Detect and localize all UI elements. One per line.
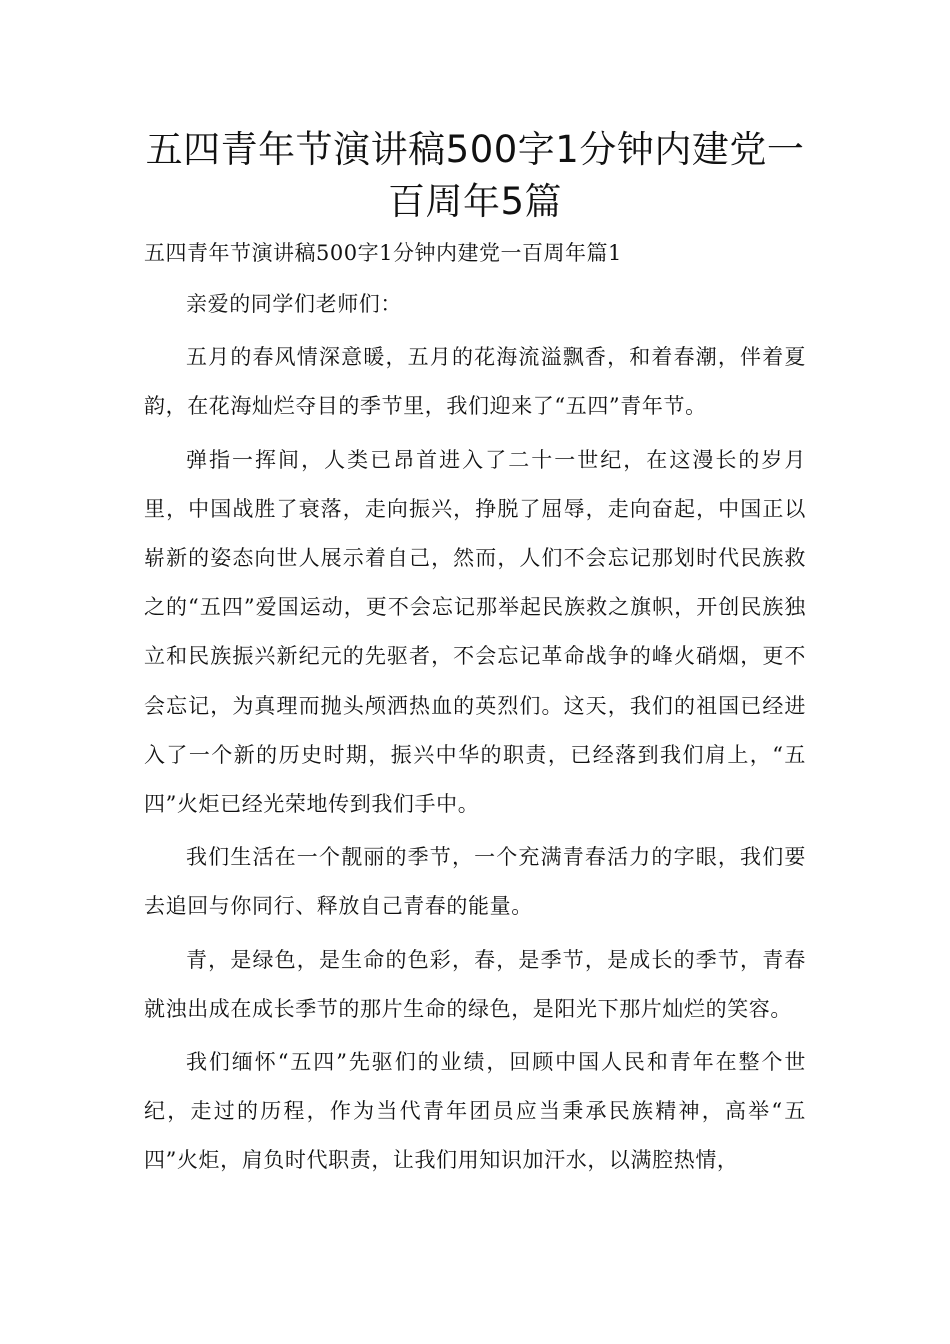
paragraph: 我们缅怀“五四”先驱们的业绩，回顾中国人民和青年在整个世纪，走过的历程，作为当代青年团员应当秉承民族精神，高举“五四”火炬，肩负时代职责，让我们用知识加汗水，以满腔热情， (144, 1050, 806, 1173)
paragraph: 青，是绿色，是生命的色彩，春，是季节，是成长的季节，青春就浊出成在成长季节的那片生命的绿色，是阳光下那片灿烂的笑容。 (144, 947, 806, 1021)
paragraph-greeting: 亲爱的同学们老师们： (186, 292, 402, 316)
paragraph: 弹指一挥间，人类已昂首进入了二十一世纪，在这漫长的岁月里，中国战胜了衰落，走向振兴，挣脱了屈辱，走向奋起，中国正以崭新的姿态向世人展示着自己，然而，人们不会忘记那划时代民族救之的“五四”爱国运动，更不会忘记那举起民族救之旗帜，开创民族独立和民族振兴新纪元的先驱者，不会忘记革命战争的峰火硝烟，更不会忘记，为真理而抛头颅洒热血的英烈们。这天，我们的祖国已经进入了一个新的历史时期，振兴中华的职责，已经落到我们肩上，“五四”火炬已经光荣地传到我们手中。 (144, 447, 806, 817)
paragraph: 五月的春风情深意暖，五月的花海流溢飘香，和着春潮，伴着夏韵，在花海灿烂夺目的季节里，我们迎来了“五四”青年节。 (144, 345, 806, 419)
section-heading: 五四青年节演讲稿500字1分钟内建党一百周年篇1 (144, 241, 622, 265)
paragraph: 我们生活在一个靓丽的季节，一个充满青春活力的字眼，我们要去追回与你同行、释放自己青春的能量。 (144, 845, 806, 919)
document-title: 五四青年节演讲稿500字1分钟内建党一百周年5篇 (145, 128, 805, 223)
document-body (144, 280, 806, 1190)
